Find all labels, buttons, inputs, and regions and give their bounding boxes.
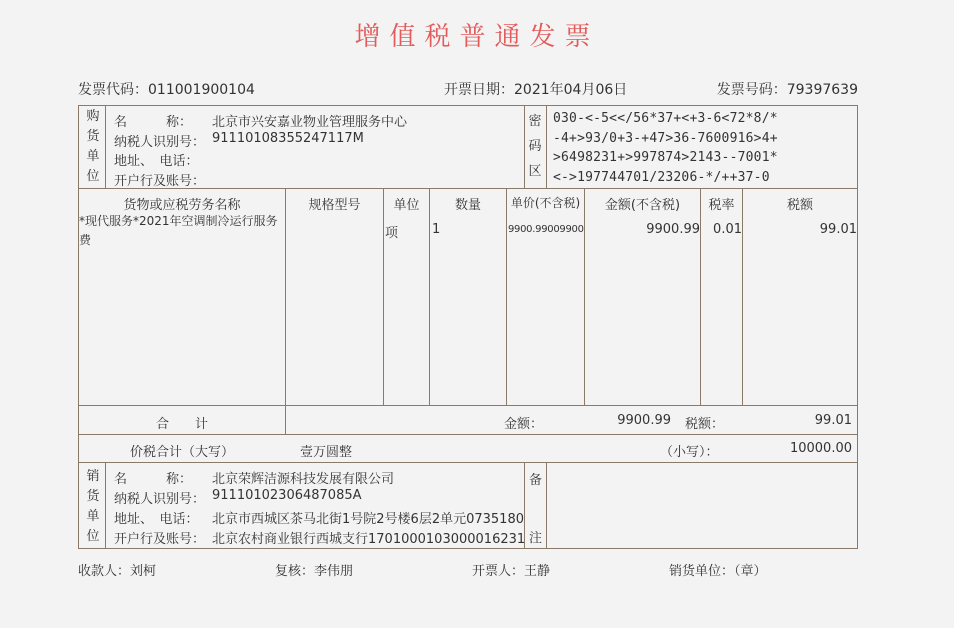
item-name-line: *现代服务*2021年空调制冷运行服务 [79,214,278,228]
seller-section-label [80,467,106,547]
footer-payee: 收款人：刘柯 [78,564,157,579]
item-price: 9900.99009900 [508,224,584,235]
remarks-char: 注 [529,531,543,546]
header-spec: 规格型号 [308,198,361,213]
invoice-date-value: 2021年04月06日 [514,82,628,98]
footer-issuer: 开票人：王静 [472,564,551,579]
cipher-char: 码 [528,139,542,154]
divider [383,188,384,405]
buyer-bank-label: 开户行及账号： [114,174,206,189]
buyer-char: 购 [86,109,100,124]
buyer-name-row [114,111,192,130]
seller-tax-value: 91110102306487085A [212,488,362,503]
buyer-name-label: 名 称： [114,115,193,130]
item-rate: 0.01 [713,222,742,237]
cipher-line: >6498231+>997874>2143--7001* [553,150,778,165]
seller-bank-label: 开户行及账号： [114,532,206,547]
item-unit: 项 [385,226,399,241]
divider [700,188,701,405]
remarks-char: 备 [529,473,543,488]
seller-name-label: 名 称： [114,472,193,487]
buyer-addr-label: 地址、 电话： [114,154,199,169]
footer-reviewer: 复核：李伟朋 [275,564,354,579]
seller-char: 位 [86,529,100,544]
item-name-line: 费 [79,233,92,247]
header-unit: 单位 [393,198,420,213]
totals-tax-label: 税额： [685,417,725,432]
item-qty: 1 [432,222,441,237]
buyer-tax-value: 91110108355247117M [212,131,364,146]
seller-tax-label: 纳税人识别号： [114,492,206,507]
buyer-section-label [80,107,106,187]
invoice-date [444,79,627,99]
footer-seller-seal: 销货单位：（章） [669,564,767,579]
cipher-section-label [523,109,547,184]
header-tax: 税额 [786,198,813,213]
buyer-char: 位 [86,169,100,184]
seller-bank-value: 北京农村商业银行西城支行1701000103000016231 [212,532,526,547]
table-row [79,212,278,250]
grand-total-label: 价税合计（大写） [129,445,234,460]
cipher-char: 密 [528,114,542,129]
invoice-number-value: 79397639 [786,82,858,98]
invoice-number-label: 发票号码： [716,82,787,98]
seller-name-value: 北京荣辉洁源科技发展有限公司 [212,472,395,487]
buyer-name-value: 北京市兴安嘉业物业管理服务中心 [212,115,408,130]
header-rate: 税率 [708,198,735,213]
item-tax: 99.01 [819,222,857,237]
totals-amount-label: 金额： [504,417,544,432]
divider [78,434,858,435]
buyer-char: 单 [86,149,100,164]
invoice-code-value: 011001900104 [148,82,255,98]
seller-char: 货 [86,489,100,504]
seller-char: 销 [86,469,100,484]
item-amount: 9900.99 [646,222,700,237]
seller-addr-value: 北京市西城区茶马北街1号院2号楼6层2单元0735180 [212,512,524,527]
divider [429,188,430,405]
grand-total-small-label: （小写）： [660,445,719,460]
buyer-tax-label: 纳税人识别号： [114,135,206,150]
cipher-char: 区 [528,164,542,179]
totals-amount-value: 9900.99 [617,413,671,428]
divider [285,188,286,434]
totals-tax-value: 99.01 [814,413,852,428]
invoice-date-label: 开票日期： [444,82,514,98]
header-name: 货物或应税劳务名称 [123,198,241,213]
invoice-code-label: 发票代码： [78,82,148,98]
seller-char: 单 [86,509,100,524]
divider [78,462,858,463]
seller-addr-label: 地址、 电话： [114,512,199,527]
invoice-code [78,79,255,99]
grand-total-upper: 壹万圆整 [300,445,353,460]
invoice-title: 增值税普通发票 [354,22,600,52]
header-qty: 数量 [454,198,481,213]
cipher-line: -4+>93/0+3-+47>36-7600916>4+ [553,131,778,146]
divider [742,188,743,405]
divider [546,462,547,549]
cipher-line: <->197744701/23206-*/++37-0 [553,170,770,185]
invoice-number [717,79,858,99]
header-price: 单价(不含税) [510,196,581,210]
divider [78,405,858,406]
grand-total-small-value: 10000.00 [789,441,852,456]
cipher-line: 030-<-5<</56*37+<+3-6<72*8/* [553,111,778,126]
header-amount: 金额(不含税) [604,198,681,213]
divider [506,188,507,405]
buyer-char: 货 [86,129,100,144]
totals-label: 合 计 [155,417,208,432]
divider [584,188,585,405]
